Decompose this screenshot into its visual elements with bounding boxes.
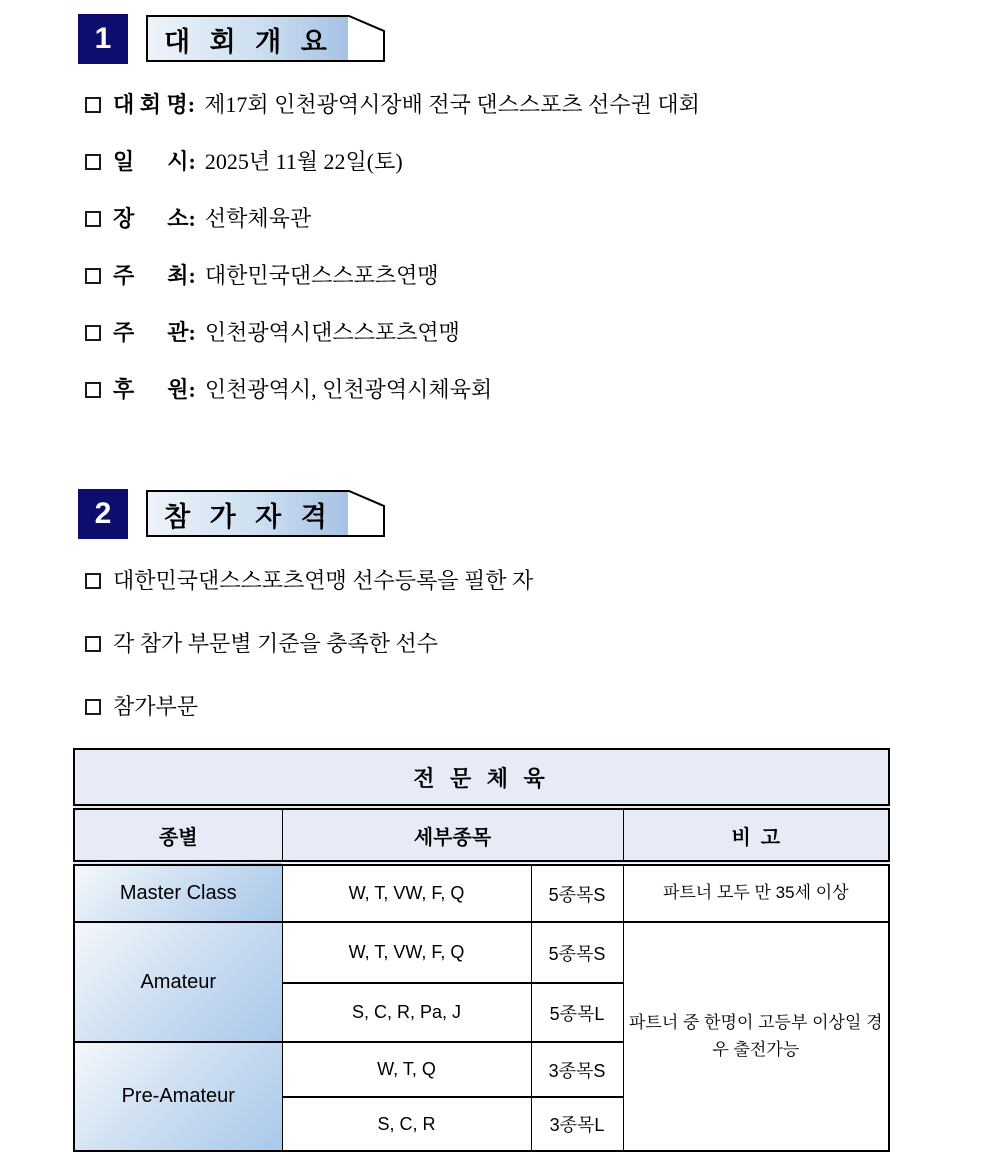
table-row-master-class — [74, 863, 889, 922]
qualification-row — [85, 568, 533, 594]
count-cell: 5종목S — [531, 863, 623, 922]
table-header-row — [74, 807, 889, 863]
field-value: 대한민국댄스스포츠연맹 — [204, 263, 439, 288]
checkbox-square-icon — [85, 573, 101, 589]
field-row-sponsor — [85, 377, 700, 403]
class-name-cell: Master Class — [74, 863, 282, 922]
field-row-organizer — [85, 320, 700, 346]
dances-cell: W, T, Q — [282, 1042, 531, 1097]
section-2-title-ribbon — [146, 490, 386, 538]
section-1-title: 대 회 개 요 — [164, 26, 333, 57]
field-value: 인천광역시댄스스포츠연맹 — [204, 320, 460, 345]
qualification-text: 참가부문 — [113, 694, 199, 719]
field-row-date — [85, 149, 700, 175]
column-header-note: 비 고 — [623, 807, 889, 863]
qualification-row — [85, 694, 533, 720]
section-2-number-badge: 2 — [78, 489, 128, 539]
field-row-venue — [85, 206, 700, 232]
dances-cell: W, T, VW, F, Q — [282, 863, 531, 922]
field-label: 장 소: — [113, 206, 196, 231]
section-2-items — [85, 568, 533, 757]
participation-divisions-table — [73, 748, 890, 1152]
checkbox-square-icon — [85, 268, 101, 284]
checkbox-square-icon — [85, 154, 101, 170]
field-label: 후 원: — [113, 377, 196, 402]
note-cell: 파트너 모두 만 35세 이상 — [623, 863, 889, 922]
section-1-items — [85, 92, 700, 434]
section-1-number-badge: 1 — [78, 14, 128, 64]
field-value: 제17회 인천광역시장배 전국 댄스스포츠 선수권 대회 — [204, 92, 700, 117]
count-cell: 5종목L — [531, 983, 623, 1042]
section-1-title-ribbon — [146, 15, 386, 63]
dances-cell: S, C, R, Pa, J — [282, 983, 531, 1042]
dances-cell: W, T, VW, F, Q — [282, 922, 531, 983]
field-label: 대 회 명: — [113, 92, 196, 117]
class-name-cell: Pre-Amateur — [74, 1042, 282, 1151]
checkbox-square-icon — [85, 211, 101, 227]
table-title-row — [74, 749, 889, 807]
field-value: 2025년 11월 22일(토) — [204, 149, 403, 174]
table-row-amateur-standard — [74, 922, 889, 983]
checkbox-square-icon — [85, 636, 101, 652]
field-label: 일 시: — [113, 149, 196, 174]
field-value: 선학체육관 — [204, 206, 312, 231]
column-header-details: 세부종목 — [282, 807, 623, 863]
section-1-header — [78, 14, 386, 64]
count-cell: 3종목L — [531, 1097, 623, 1151]
field-row-host — [85, 263, 700, 289]
section-2-title: 참 가 자 격 — [164, 501, 333, 532]
count-cell: 5종목S — [531, 922, 623, 983]
class-name-cell: Amateur — [74, 922, 282, 1042]
column-header-type: 종별 — [74, 807, 282, 863]
qualification-text: 대한민국댄스스포츠연맹 선수등록을 필한 자 — [113, 568, 534, 593]
checkbox-square-icon — [85, 97, 101, 113]
qualification-text: 각 참가 부문별 기준을 충족한 선수 — [113, 631, 439, 656]
field-row-event-name — [85, 92, 700, 118]
table-title: 전 문 체 육 — [74, 749, 889, 807]
checkbox-square-icon — [85, 325, 101, 341]
field-value: 인천광역시, 인천광역시체육회 — [204, 377, 493, 402]
note-cell-merged: 파트너 중 한명이 고등부 이상일 경우 출전가능 — [623, 922, 889, 1151]
checkbox-square-icon — [85, 382, 101, 398]
field-label: 주 관: — [113, 320, 196, 345]
section-2-header — [78, 489, 386, 539]
count-cell: 3종목S — [531, 1042, 623, 1097]
field-label: 주 최: — [113, 263, 196, 288]
checkbox-square-icon — [85, 699, 101, 715]
qualification-row — [85, 631, 533, 657]
dances-cell: S, C, R — [282, 1097, 531, 1151]
